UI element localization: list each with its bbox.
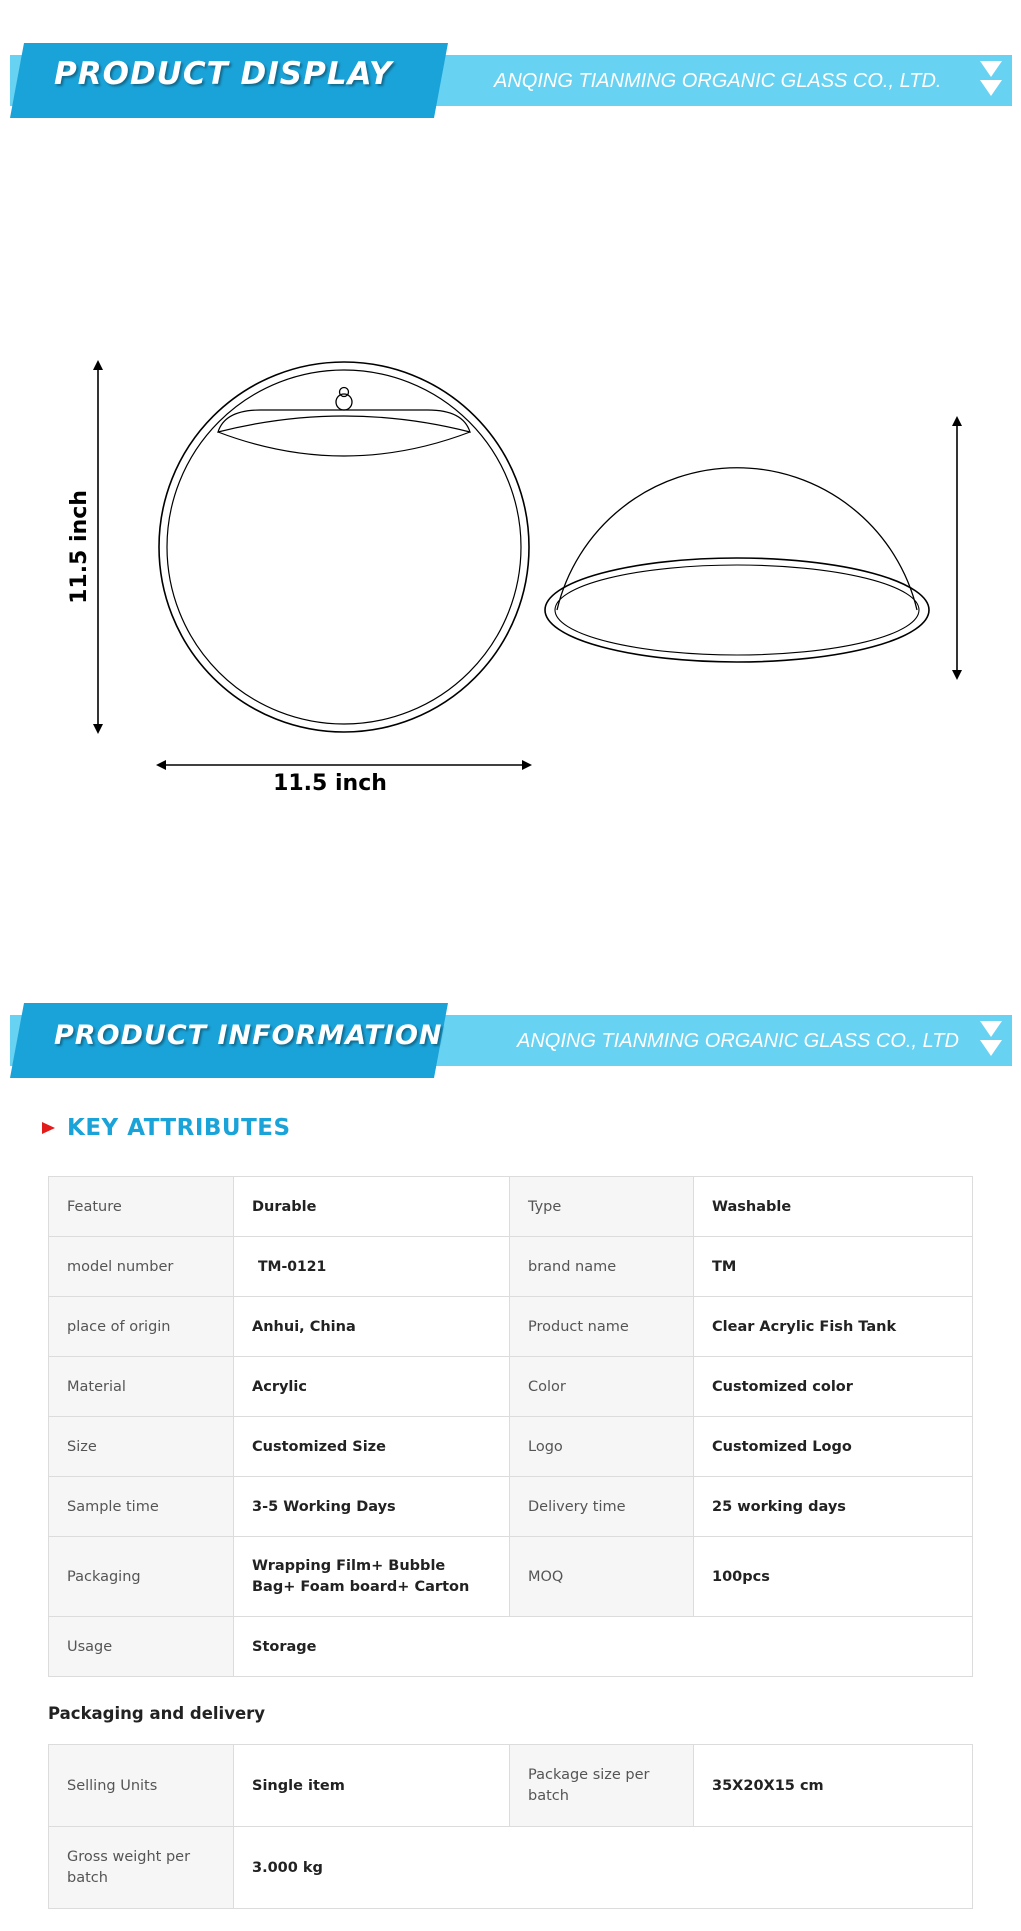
attr-key: Delivery time bbox=[510, 1477, 694, 1537]
table-row bbox=[49, 1827, 973, 1909]
attr-value: 3.000 kg bbox=[234, 1827, 973, 1909]
attr-value: Acrylic bbox=[234, 1357, 510, 1417]
table-row bbox=[49, 1537, 973, 1617]
attr-key: MOQ bbox=[510, 1537, 694, 1617]
attr-key: Feature bbox=[49, 1177, 234, 1237]
attr-key: brand name bbox=[510, 1237, 694, 1297]
packaging-heading: Packaging and delivery bbox=[48, 1704, 266, 1723]
attr-key: Gross weight per batch bbox=[49, 1827, 234, 1909]
banner-company-name: ANQING TIANMING ORGANIC GLASS CO., LTD bbox=[517, 1030, 959, 1052]
product-dimension-drawing bbox=[0, 340, 1021, 820]
attr-value: Customized Size bbox=[234, 1417, 510, 1477]
attr-key: Color bbox=[510, 1357, 694, 1417]
attr-value: TM-0121 bbox=[234, 1237, 510, 1297]
double-chevron-down-icon bbox=[980, 1021, 1004, 1061]
attr-value: Durable bbox=[234, 1177, 510, 1237]
packaging-table bbox=[48, 1744, 973, 1909]
banner-title: PRODUCT DISPLAY bbox=[54, 56, 393, 92]
key-attributes-table bbox=[48, 1176, 973, 1677]
chevron-right-icon bbox=[42, 1122, 55, 1134]
double-chevron-down-icon bbox=[980, 61, 1004, 101]
attr-key: model number bbox=[49, 1237, 234, 1297]
table-row bbox=[49, 1745, 973, 1827]
attr-key: Usage bbox=[49, 1617, 234, 1677]
attr-key: Selling Units bbox=[49, 1745, 234, 1827]
attr-key: Package size per batch bbox=[510, 1745, 694, 1827]
height-dimension-label: 11.5 inch bbox=[67, 490, 92, 604]
attr-key: Type bbox=[510, 1177, 694, 1237]
table-row bbox=[49, 1417, 973, 1477]
attr-value: Customized color bbox=[694, 1357, 973, 1417]
attr-key: Product name bbox=[510, 1297, 694, 1357]
bowl-side-view bbox=[545, 468, 929, 662]
table-row bbox=[49, 1357, 973, 1417]
attr-key: Packaging bbox=[49, 1537, 234, 1617]
product-information-banner bbox=[10, 1003, 1012, 1078]
attr-value: 3-5 Working Days bbox=[234, 1477, 510, 1537]
banner-company-name: ANQING TIANMING ORGANIC GLASS CO., LTD. bbox=[494, 70, 942, 92]
key-attributes-heading bbox=[42, 1115, 291, 1141]
attr-value: TM bbox=[694, 1237, 973, 1297]
attr-value: Customized Logo bbox=[694, 1417, 973, 1477]
table-row bbox=[49, 1237, 973, 1297]
attr-value: Single item bbox=[234, 1745, 510, 1827]
attr-value: 100pcs bbox=[694, 1537, 973, 1617]
bowl-front-view bbox=[159, 362, 529, 732]
table-row bbox=[49, 1297, 973, 1357]
attr-value: Clear Acrylic Fish Tank bbox=[694, 1297, 973, 1357]
key-attributes-title: KEY ATTRIBUTES bbox=[67, 1115, 291, 1141]
attr-key: Material bbox=[49, 1357, 234, 1417]
attr-key: Logo bbox=[510, 1417, 694, 1477]
attr-value: Washable bbox=[694, 1177, 973, 1237]
attr-value: Anhui, China bbox=[234, 1297, 510, 1357]
attr-value: 35X20X15 cm bbox=[694, 1745, 973, 1827]
width-dimension-label: 11.5 inch bbox=[273, 771, 387, 796]
table-row bbox=[49, 1177, 973, 1237]
attr-key: place of origin bbox=[49, 1297, 234, 1357]
product-display-banner bbox=[10, 43, 1012, 118]
banner-title: PRODUCT INFORMATION bbox=[54, 1020, 443, 1051]
attr-value: Storage bbox=[234, 1617, 973, 1677]
attr-value: 25 working days bbox=[694, 1477, 973, 1537]
table-row bbox=[49, 1617, 973, 1677]
table-row bbox=[49, 1477, 973, 1537]
attr-value: Wrapping Film+ Bubble Bag+ Foam board+ Carton bbox=[234, 1537, 510, 1617]
attr-key: Size bbox=[49, 1417, 234, 1477]
attr-key: Sample time bbox=[49, 1477, 234, 1537]
